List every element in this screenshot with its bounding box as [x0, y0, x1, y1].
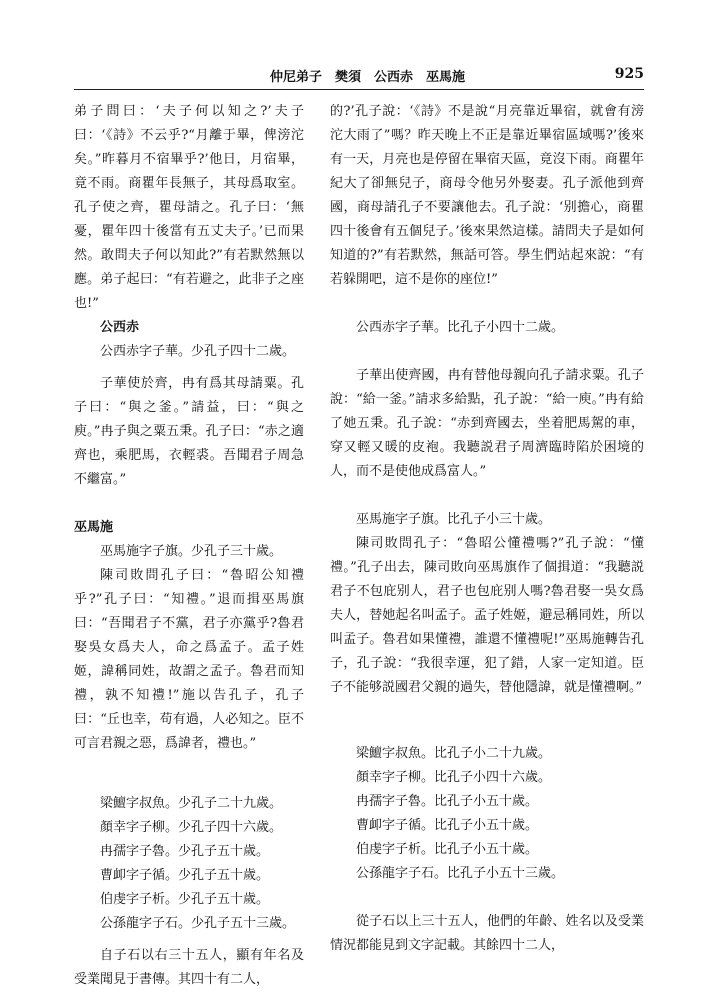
list-item: 冉孺字子魯。少孔子五十歲。: [100, 844, 270, 859]
paragraph-zihua: 子華出使齊國，冉有替他母親向孔子請求粟。孔子說：“給一釜。”請求多給點，孔子說：“給一庾。”冉有給了她五秉。孔子說：“赤到齊國去，坐着肥馬駕的車，穿又輕又暖的皮袍。我聽説君子周濟臨時陷於困境的人，而不是使他成爲富人。”: [330, 368, 644, 479]
list-item: 公孫龍字子石。少孔子五十三歲。: [100, 916, 296, 931]
list-item: 伯虔字子析。少孔子五十歲。: [100, 892, 270, 907]
list-item: 冉孺字子魯。比孔子小五十歲。: [356, 794, 539, 809]
list-item: 梁鱣字叔魚。少孔子二十九歲。: [100, 796, 283, 811]
list-item: 公孫龍字子石。比孔子小五十三歲。: [356, 866, 565, 881]
paragraph-closing: 從子石以上三十五人，他們的年齡、姓名以及受業情況都能見到文字記載。其餘四十二人，: [330, 914, 644, 953]
paragraph-dialogue-end: 的?’孔子說：‘《詩》不是說“月亮靠近畢宿，就會有滂沱大雨了”嗎？昨天晚上不正是靠近畢宿區域嗎?’後來有一天，月亮也是停留在畢宿天區，竟沒下雨。商瞿年紀大了卻無兒子，商母令他另外娶妻。孔子派他到齊國，商母請孔子不要讓他去。孔子說：‘别擔心，商瞿四十後會有五個兒子。’後來果然這樣。請問夫子是如何知道的?”有若默然，無話可答。學生們站起來說：“有若躲開吧，這不是你的座位!”: [330, 104, 644, 287]
entry-gongxichi: 公西赤字子華。少孔子四十二歲。: [100, 344, 296, 359]
entry-wumashi: 巫馬施字子旗。比孔子小三十歲。: [356, 512, 552, 527]
running-header: [74, 64, 644, 86]
list-item: 曹卹字子循。比孔子小五十歲。: [356, 818, 539, 833]
list-item: 梁鱣字叔魚。比孔子小二十九歲。: [356, 746, 552, 761]
paragraph-chensibai: 陳司敗問孔子曰：“魯昭公知禮乎?”孔子曰：“知禮。”退而揖巫馬旗曰：“吾聞君子不黨，君子亦黨乎?魯君娶吳女爲夫人，命之爲孟子。孟子姓姬，諱稱同姓，故謂之孟子。魯君而知禮，孰不知禮!”施以告孔子，孔子曰：“丘也幸，苟有過，人必知之。臣不可言君親之惡，爲諱者，禮也。”: [74, 568, 304, 751]
page-number: 925: [614, 66, 644, 82]
section-heading-gongxichi: 公西赤: [100, 320, 140, 335]
classical-text-column: [74, 100, 304, 992]
list-item: 顏幸字子柳。比孔子小四十六歲。: [356, 770, 552, 785]
paragraph-zihua: 子華使於齊，冉有爲其母請粟。孔子曰：“與之釜。”請益，曰：“與之庾。”冉子與之粟五秉。孔子曰：“赤之適齊也，乘肥馬，衣輕裘。吾聞君子周急不繼富。”: [74, 376, 304, 487]
header-rule: [74, 89, 644, 90]
paragraph-closing: 自子石以右三十五人，顯有年名及受業聞見于書傳。其四十有二人，: [74, 948, 304, 987]
entry-gongxichi: 公西赤字子華。比孔子小四十二歲。: [356, 320, 565, 335]
paragraph-dialogue-end: 弟子問曰：‘夫子何以知之?’夫子曰：‘《詩》不云乎?“月離于畢，俾滂沱矣。”昨暮月不宿畢乎?’他日，月宿畢，竟不雨。商瞿年長無子，其母爲取室。孔子使之齊，瞿母請之。孔子曰：‘無憂，瞿年四十後當有五丈夫子。’已而果然。敢問夫子何以知此?”有若默然無以應。弟子起曰：“有若避之，此非子之座也!”: [74, 104, 304, 311]
list-item: 曹卹字子循。少孔子五十歲。: [100, 868, 270, 883]
list-item: 伯虔字子析。比孔子小五十歲。: [356, 842, 539, 857]
translation-column: [330, 100, 644, 958]
header-title: 仲尼弟子 樊須 公西赤 巫馬施: [270, 70, 466, 85]
section-heading-wumashi: 巫馬施: [74, 520, 114, 535]
list-item: 顏幸字子柳。少孔子四十六歲。: [100, 820, 283, 835]
entry-wumashi: 巫馬施字子旗。少孔子三十歲。: [100, 544, 283, 559]
paragraph-chensibai: 陳司敗問孔子：“魯昭公懂禮嗎?”孔子說：“懂禮。”孔子出去，陳司敗向巫馬旗作了個揖道：“我聽説君子不包庇别人，君子也包庇别人嗎?魯君娶一吳女爲夫人，替她起名叫孟子。孟子姓姬，避忌稱同姓，所以叫孟子。魯君如果懂禮，誰還不懂禮呢!”巫馬施轉告孔子，孔子說：“我很幸運，犯了錯，人家一定知道。臣子不能够説國君父親的過失，替他隱諱，就是懂禮啊。”: [330, 536, 644, 695]
